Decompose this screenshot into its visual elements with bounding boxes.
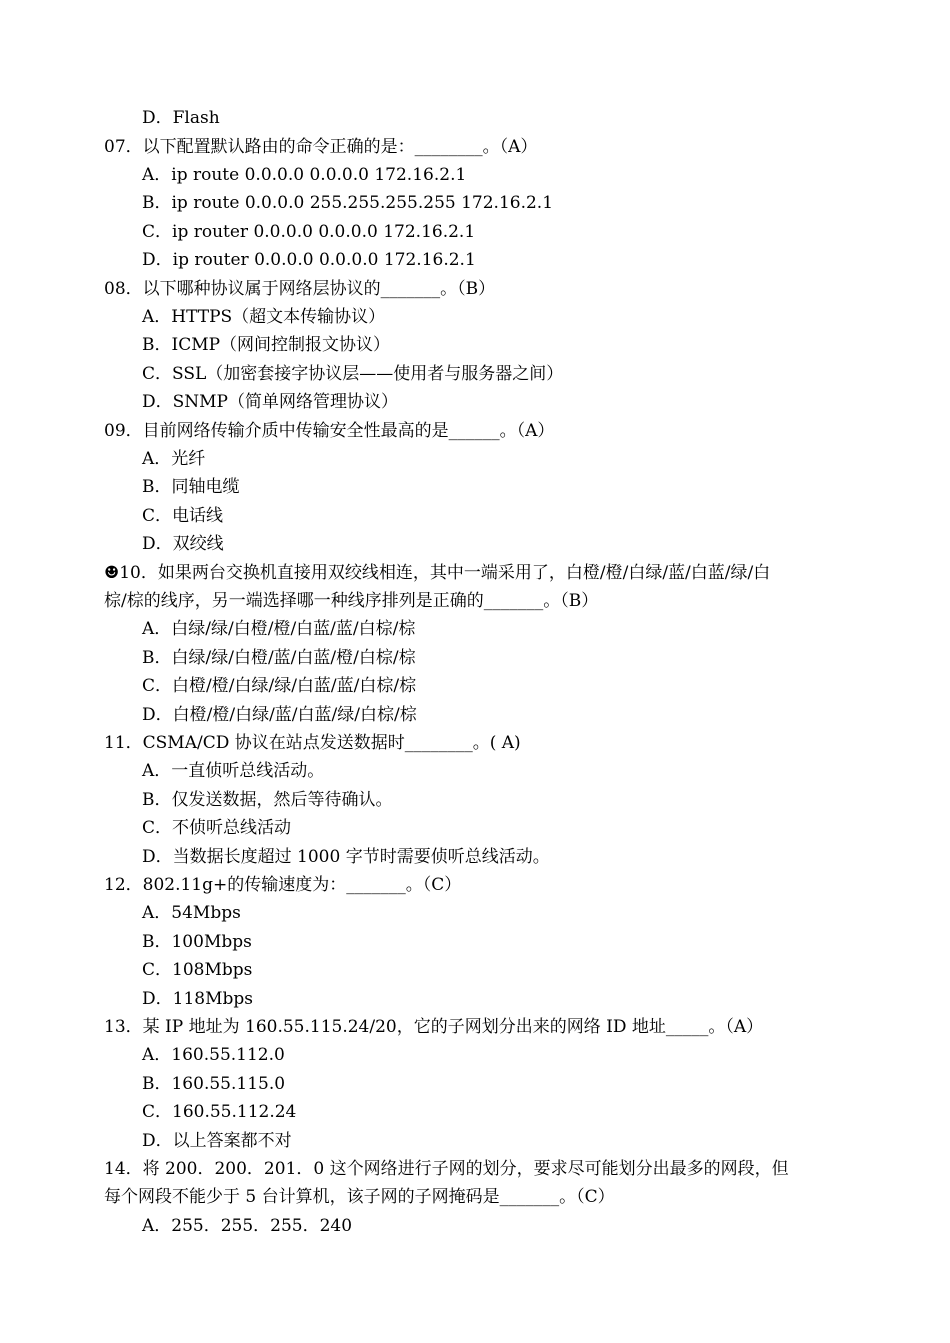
option-line: A．160.55.112.0 (142, 1045, 285, 1065)
option-line: D．白橙/橙/白绿/蓝/白蓝/绿/白棕/棕 (142, 705, 417, 725)
option-line: B．160.55.115.0 (142, 1074, 286, 1094)
option-line: D．ip router 0.0.0.0 0.0.0.0 172.16.2.1 (142, 250, 476, 270)
option-line: A．HTTPS（超文本传输协议） (142, 307, 386, 327)
question-line: 07．以下配置默认路由的命令正确的是：________。（A） (104, 137, 538, 157)
option-line: A．255．255．255．240 (142, 1216, 353, 1236)
option-line: B．同轴电缆 (142, 477, 240, 497)
option-line: C．160.55.112.24 (142, 1102, 297, 1122)
option-line: B．仅发送数据，然后等待确认。 (142, 790, 393, 810)
question-line: 14．将 200．200．201．0 这个网络进行子网的划分，要求尽可能划分出最多的网段，但 (104, 1159, 789, 1179)
option-line: A．一直侦听总线活动。 (142, 761, 325, 781)
option-line: B．ip route 0.0.0.0 255.255.255.255 172.16.2.1 (142, 193, 554, 213)
option-line: C．电话线 (142, 506, 224, 526)
question-line: 09．目前网络传输介质中传输安全性最高的是______。（A） (104, 421, 555, 441)
question-line: 每个网段不能少于 5 台计算机，该子网的子网掩码是_______。（C） (104, 1187, 615, 1207)
option-line: A．ip route 0.0.0.0 0.0.0.0 172.16.2.1 (142, 165, 467, 185)
question-line: 08．以下哪种协议属于网络层协议的_______。（B） (104, 279, 496, 299)
option-line: D．Flash (142, 108, 220, 128)
question-line: 11．CSMA/CD 协议在站点发送数据时________。( A) (104, 733, 521, 753)
option-line: D．当数据长度超过 1000 字节时需要侦听总线活动。 (142, 847, 550, 867)
option-line: C．白橙/橙/白绿/绿/白蓝/蓝/白棕/棕 (142, 676, 417, 696)
option-line: B．白绿/绿/白橙/蓝/白蓝/橙/白棕/棕 (142, 648, 416, 668)
option-line: C．SSL（加密套接字协议层——使用者与服务器之间） (142, 364, 564, 384)
option-line: D．以上答案都不对 (142, 1131, 292, 1151)
option-line: D．118Mbps (142, 989, 253, 1009)
option-line: A．光纤 (142, 449, 206, 469)
option-line: A．白绿/绿/白橙/橙/白蓝/蓝/白棕/棕 (142, 619, 416, 639)
option-line: B．ICMP（网间控制报文协议） (142, 335, 391, 355)
option-line: A．54Mbps (142, 903, 241, 923)
option-line: C．不侦听总线活动 (142, 818, 292, 838)
option-line: C．ip router 0.0.0.0 0.0.0.0 172.16.2.1 (142, 222, 476, 242)
question-line: 棕/棕的线序，另一端选择哪一种线序排列是正确的_______。（B） (104, 591, 599, 611)
question-line: 13．某 IP 地址为 160.55.115.24/20，它的子网划分出来的网络 ID 地址_____。（A） (104, 1017, 764, 1037)
option-line: C．108Mbps (142, 960, 253, 980)
question-line: 12．802.11g+的传输速度为：_______。（C） (104, 875, 462, 895)
option-line: D．双绞线 (142, 534, 224, 554)
option-line: B．100Mbps (142, 932, 252, 952)
option-line: D．SNMP（简单网络管理协议） (142, 392, 398, 412)
question-line: ☻10．如果两台交换机直接用双绞线相连，其中一端采用了，白橙/橙/白绿/蓝/白蓝/绿/白 (104, 563, 771, 583)
